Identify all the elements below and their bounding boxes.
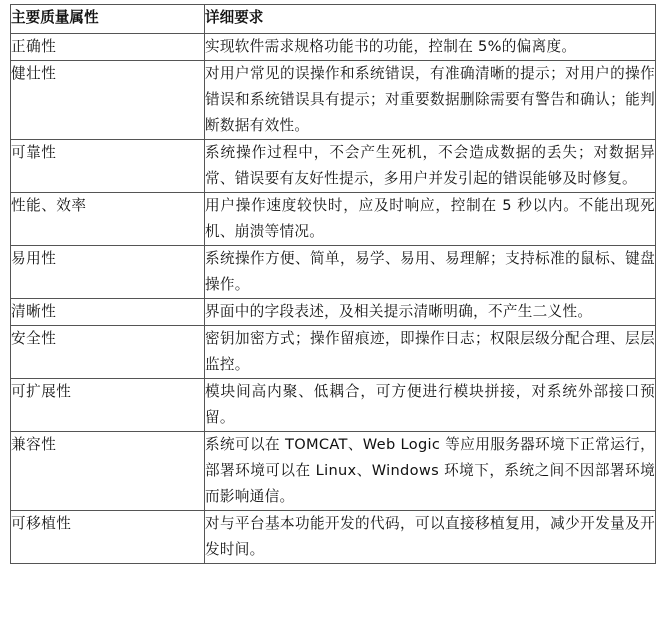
- attribute-cell: 健壮性: [11, 61, 205, 140]
- table-row: [11, 193, 656, 246]
- header-attribute: 主要质量属性: [11, 5, 205, 34]
- table-row: [11, 511, 656, 564]
- quality-attributes-table: [10, 4, 656, 564]
- requirement-cell: 系统操作过程中，不会产生死机，不会造成数据的丢失；对数据异常、错误要有友好性提示，多用户并发引起的错误能够及时修复。: [205, 140, 656, 193]
- requirement-cell: 模块间高内聚、低耦合，可方便进行模块拼接，对系统外部接口预留。: [205, 379, 656, 432]
- table-row: [11, 299, 656, 326]
- table-row: [11, 61, 656, 140]
- requirement-cell: 用户操作速度较快时，应及时响应，控制在 5 秒以内。不能出现死机、崩溃等情况。: [205, 193, 656, 246]
- attribute-cell: 可靠性: [11, 140, 205, 193]
- table-row: [11, 326, 656, 379]
- table-row: [11, 246, 656, 299]
- requirement-cell: 系统可以在 TOMCAT、Web Logic 等应用服务器环境下正常运行，部署环境可以在 Linux、Windows 环境下，系统之间不因部署环境而影响通信。: [205, 432, 656, 511]
- header-requirement: 详细要求: [205, 5, 656, 34]
- attribute-cell: 可移植性: [11, 511, 205, 564]
- table-row: [11, 140, 656, 193]
- attribute-cell: 易用性: [11, 246, 205, 299]
- requirement-cell: 对与平台基本功能开发的代码，可以直接移植复用，减少开发量及开发时间。: [205, 511, 656, 564]
- table-row: [11, 432, 656, 511]
- attribute-cell: 性能、效率: [11, 193, 205, 246]
- attribute-cell: 可扩展性: [11, 379, 205, 432]
- requirement-cell: 对用户常见的误操作和系统错误，有准确清晰的提示；对用户的操作错误和系统错误具有提示；对重要数据删除需要有警告和确认；能判断数据有效性。: [205, 61, 656, 140]
- requirement-cell: 密钥加密方式；操作留痕迹，即操作日志；权限层级分配合理、层层监控。: [205, 326, 656, 379]
- requirement-cell: 界面中的字段表述，及相关提示清晰明确，不产生二义性。: [205, 299, 656, 326]
- attribute-cell: 兼容性: [11, 432, 205, 511]
- quality-attributes-sheet: [10, 4, 655, 564]
- attribute-cell: 正确性: [11, 34, 205, 61]
- requirement-cell: 系统操作方便、简单，易学、易用、易理解；支持标准的鼠标、键盘操作。: [205, 246, 656, 299]
- requirement-cell: 实现软件需求规格功能书的功能，控制在 5%的偏离度。: [205, 34, 656, 61]
- table-row: [11, 34, 656, 61]
- table-header-row: [11, 5, 656, 34]
- attribute-cell: 安全性: [11, 326, 205, 379]
- table-row: [11, 379, 656, 432]
- attribute-cell: 清晰性: [11, 299, 205, 326]
